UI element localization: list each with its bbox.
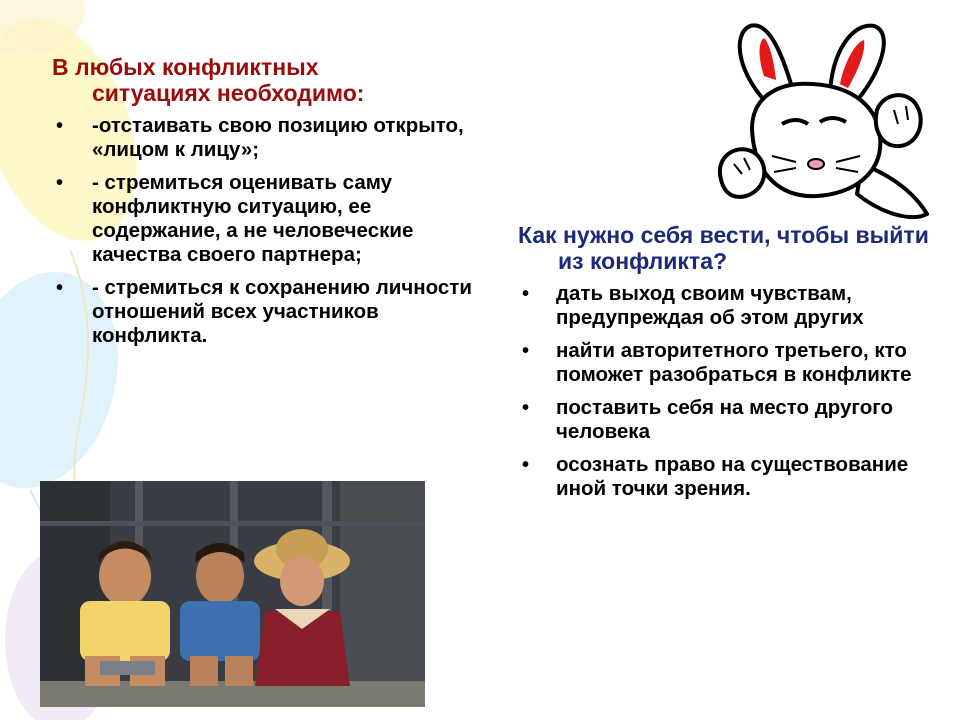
- list-item: • найти авторитетного третьего, кто поможет разобраться в конфликте: [522, 339, 912, 386]
- left-heading: В любых конфликтных ситуациях необходимо:: [52, 54, 365, 106]
- bullet-icon: •: [56, 115, 64, 137]
- list-item: • поставить себя на место другого человека: [522, 396, 894, 443]
- right-heading: Как нужно себя вести, чтобы выйти из конфликта?: [518, 222, 929, 274]
- bullet-icon: •: [56, 277, 64, 299]
- bullet-icon: •: [522, 283, 530, 305]
- bullet-icon: •: [56, 172, 64, 194]
- list-item: • -отстаивать свою позицию открыто, «лицом к лицу»;: [56, 114, 464, 161]
- list-item: • осознать право на существование иной точки зрения.: [522, 453, 909, 500]
- left-text-block: [52, 54, 472, 357]
- list-item: • - стремиться к сохранению личности отношений всех участников конфликта.: [56, 276, 472, 347]
- bullet-icon: •: [522, 397, 530, 419]
- right-text-block: [518, 222, 938, 510]
- left-list: [52, 114, 472, 348]
- bunny-cartoon-icon: [712, 14, 937, 226]
- bullet-icon: •: [522, 340, 530, 362]
- children-photo: [40, 481, 425, 707]
- list-item: • - стремиться оценивать саму конфликтную ситуацию, ее содержание, а не человеческие качества своего партнера;: [56, 171, 414, 266]
- right-list: [518, 282, 938, 501]
- list-item: • дать выход своим чувствам, предупреждая об этом других: [522, 282, 864, 329]
- children-photo-icon: [40, 481, 425, 707]
- bullet-icon: •: [522, 454, 530, 476]
